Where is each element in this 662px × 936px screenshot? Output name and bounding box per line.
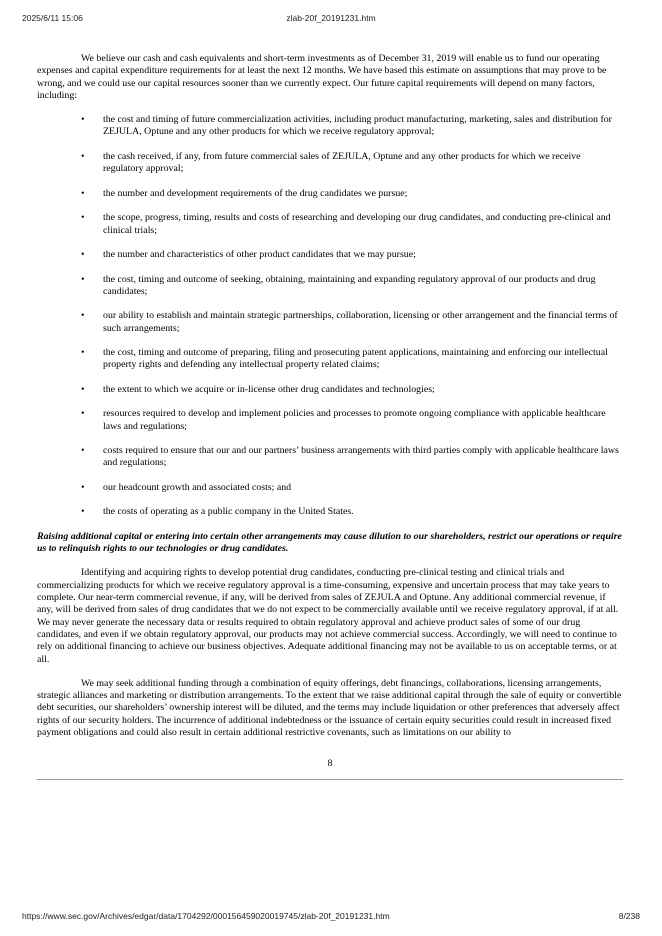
bullet-marker: • [81, 114, 85, 126]
list-item [37, 249, 623, 261]
list-item [37, 114, 623, 139]
page-number: 8 [327, 758, 333, 770]
list-item-text: the scope, progress, timing, results and costs of researching and developing our drug candidates, and conducting pre-clinical and clinical trials; [103, 212, 611, 236]
list-item-text: our headcount growth and associated costs; and [103, 481, 292, 493]
print-url: https://www.sec.gov/Archives/edgar/data/1704292/000156459020019745/zlab-20f_20191231.htm [22, 911, 390, 921]
bullet-marker: • [81, 481, 85, 493]
list-item-text: the cash received, if any, from future commercial sales of ZEJULA, Optune and any other products for which we receive regulatory approval; [103, 150, 581, 175]
list-item [37, 188, 623, 200]
list-item [37, 482, 623, 494]
list-item [37, 408, 623, 433]
list-item [37, 506, 623, 518]
bullet-marker: • [81, 506, 85, 518]
list-item [37, 384, 623, 396]
bullet-marker: • [81, 408, 85, 420]
bullet-marker: • [81, 273, 85, 285]
print-document-title: zlab-20f_20191231.htm [286, 13, 376, 23]
list-item [37, 212, 623, 237]
list-item-text: the number and development requirements of the drug candidates we pursue; [103, 187, 408, 199]
document-body [37, 53, 623, 780]
list-item [37, 151, 623, 176]
list-item-text: the costs of operating as a public company in the United States. [103, 506, 354, 518]
bullet-marker: • [81, 347, 85, 359]
browser-print-header [22, 13, 640, 27]
list-item [37, 347, 623, 372]
list-item-text: the cost and timing of future commercialization activities, including product manufacturing, marketing, sales and distribution for ZEJULA, Optune and any other products for which we receive regulatory approval; [103, 114, 612, 138]
bullet-marker: • [81, 150, 85, 162]
page-divider [37, 779, 623, 780]
bullet-marker: • [81, 249, 85, 261]
bullet-marker: • [81, 383, 85, 395]
list-item-text: resources required to develop and implement policies and processes to promote ongoing compliance with applicable healthcare laws and regulations; [103, 408, 606, 432]
list-item-text: costs required to ensure that our and our partners’ business arrangements with third parties comply with applicable healthcare laws and regulations; [103, 445, 619, 469]
bullet-marker: • [81, 187, 85, 199]
bullet-marker: • [81, 445, 85, 457]
intro-paragraph: We believe our cash and cash equivalents and short-term investments as of December 31, 2019 will enable us to fund our operating expenses and capital expenditure requirements for at least the next 12 months. We have based this estimate on assumptions that may prove to be wrong, and we could use our capital resources sooner than we currently expect. Our future capital requirements will depend on many factors, including: [37, 53, 607, 101]
body-paragraph: We may seek additional funding through a combination of equity offerings, debt financings, collaborations, licensing arrangements, strategic alliances and marketing or distribution arrangements. To the extent that we raise additional capital through the sale of equity or convertible debt securities, our shareholders’ ownership interest will be diluted, and the terms may include liquidation or other preferences that adversely affect rights of our security holders. The incurrence of additional indebtedness or the issuance of certain equity securities could result in increased fixed payment obligations and could also result in certain additional restrictive covenants, such as limitations on our ability to [37, 677, 622, 739]
print-datetime: 2025/6/11 15:06 [22, 13, 83, 23]
print-page-counter: 8/238 [618, 911, 640, 921]
list-item-text: the cost, timing and outcome of seeking, obtaining, maintaining and expanding regulatory approval of our products and drug candidates; [103, 273, 596, 297]
body-paragraph: Identifying and acquiring rights to develop potential drug candidates, conducting pre-clinical testing and clinical trials and commercializing products for which we receive regulatory approval is a time-consuming, expensive and uncertain process that may take years to complete. Our near-term commercial revenue, if any, will be derived from sales of ZEJULA and Optune. Any additional commercial revenue, if any, will be derived from sales of drug candidates that we do not expect to be commercially available until we receive regulatory approval, if at all. We may never generate the necessary data or results required to obtain regulatory approval and achieve product sales of some of our drug candidates, and even if we obtain regulatory approval, our products may not achieve commercial success. Accordingly, we will need to continue to rely on additional financing to achieve our business objectives. Adequate additional financing may not be available to us on acceptable terms, or at all. [37, 567, 619, 665]
list-item-text: the extent to which we acquire or in-license other drug candidates and technologies; [103, 383, 435, 395]
list-item [37, 310, 623, 335]
list-item-text: our ability to establish and maintain strategic partnerships, collaboration, licensing or other arrangement and the financial terms of such arrangements; [103, 310, 618, 334]
list-item [37, 445, 623, 470]
bullet-marker: • [81, 310, 85, 322]
risk-factor-heading: Raising additional capital or entering into certain other arrangements may cause dilution to our shareholders, restrict our operations or require us to relinquish rights to our technologies or drug candidates. [37, 530, 622, 555]
capital-requirement-factors-list [37, 114, 623, 518]
list-item [37, 274, 623, 299]
list-item-text: the number and characteristics of other product candidates that we may pursue; [103, 249, 416, 261]
browser-print-footer [22, 911, 640, 925]
list-item-text: the cost, timing and outcome of preparing, filing and prosecuting patent applications, maintaining and enforcing our intellectual property rights and defending any intellectual property related claims; [103, 347, 608, 371]
bullet-marker: • [81, 212, 85, 224]
